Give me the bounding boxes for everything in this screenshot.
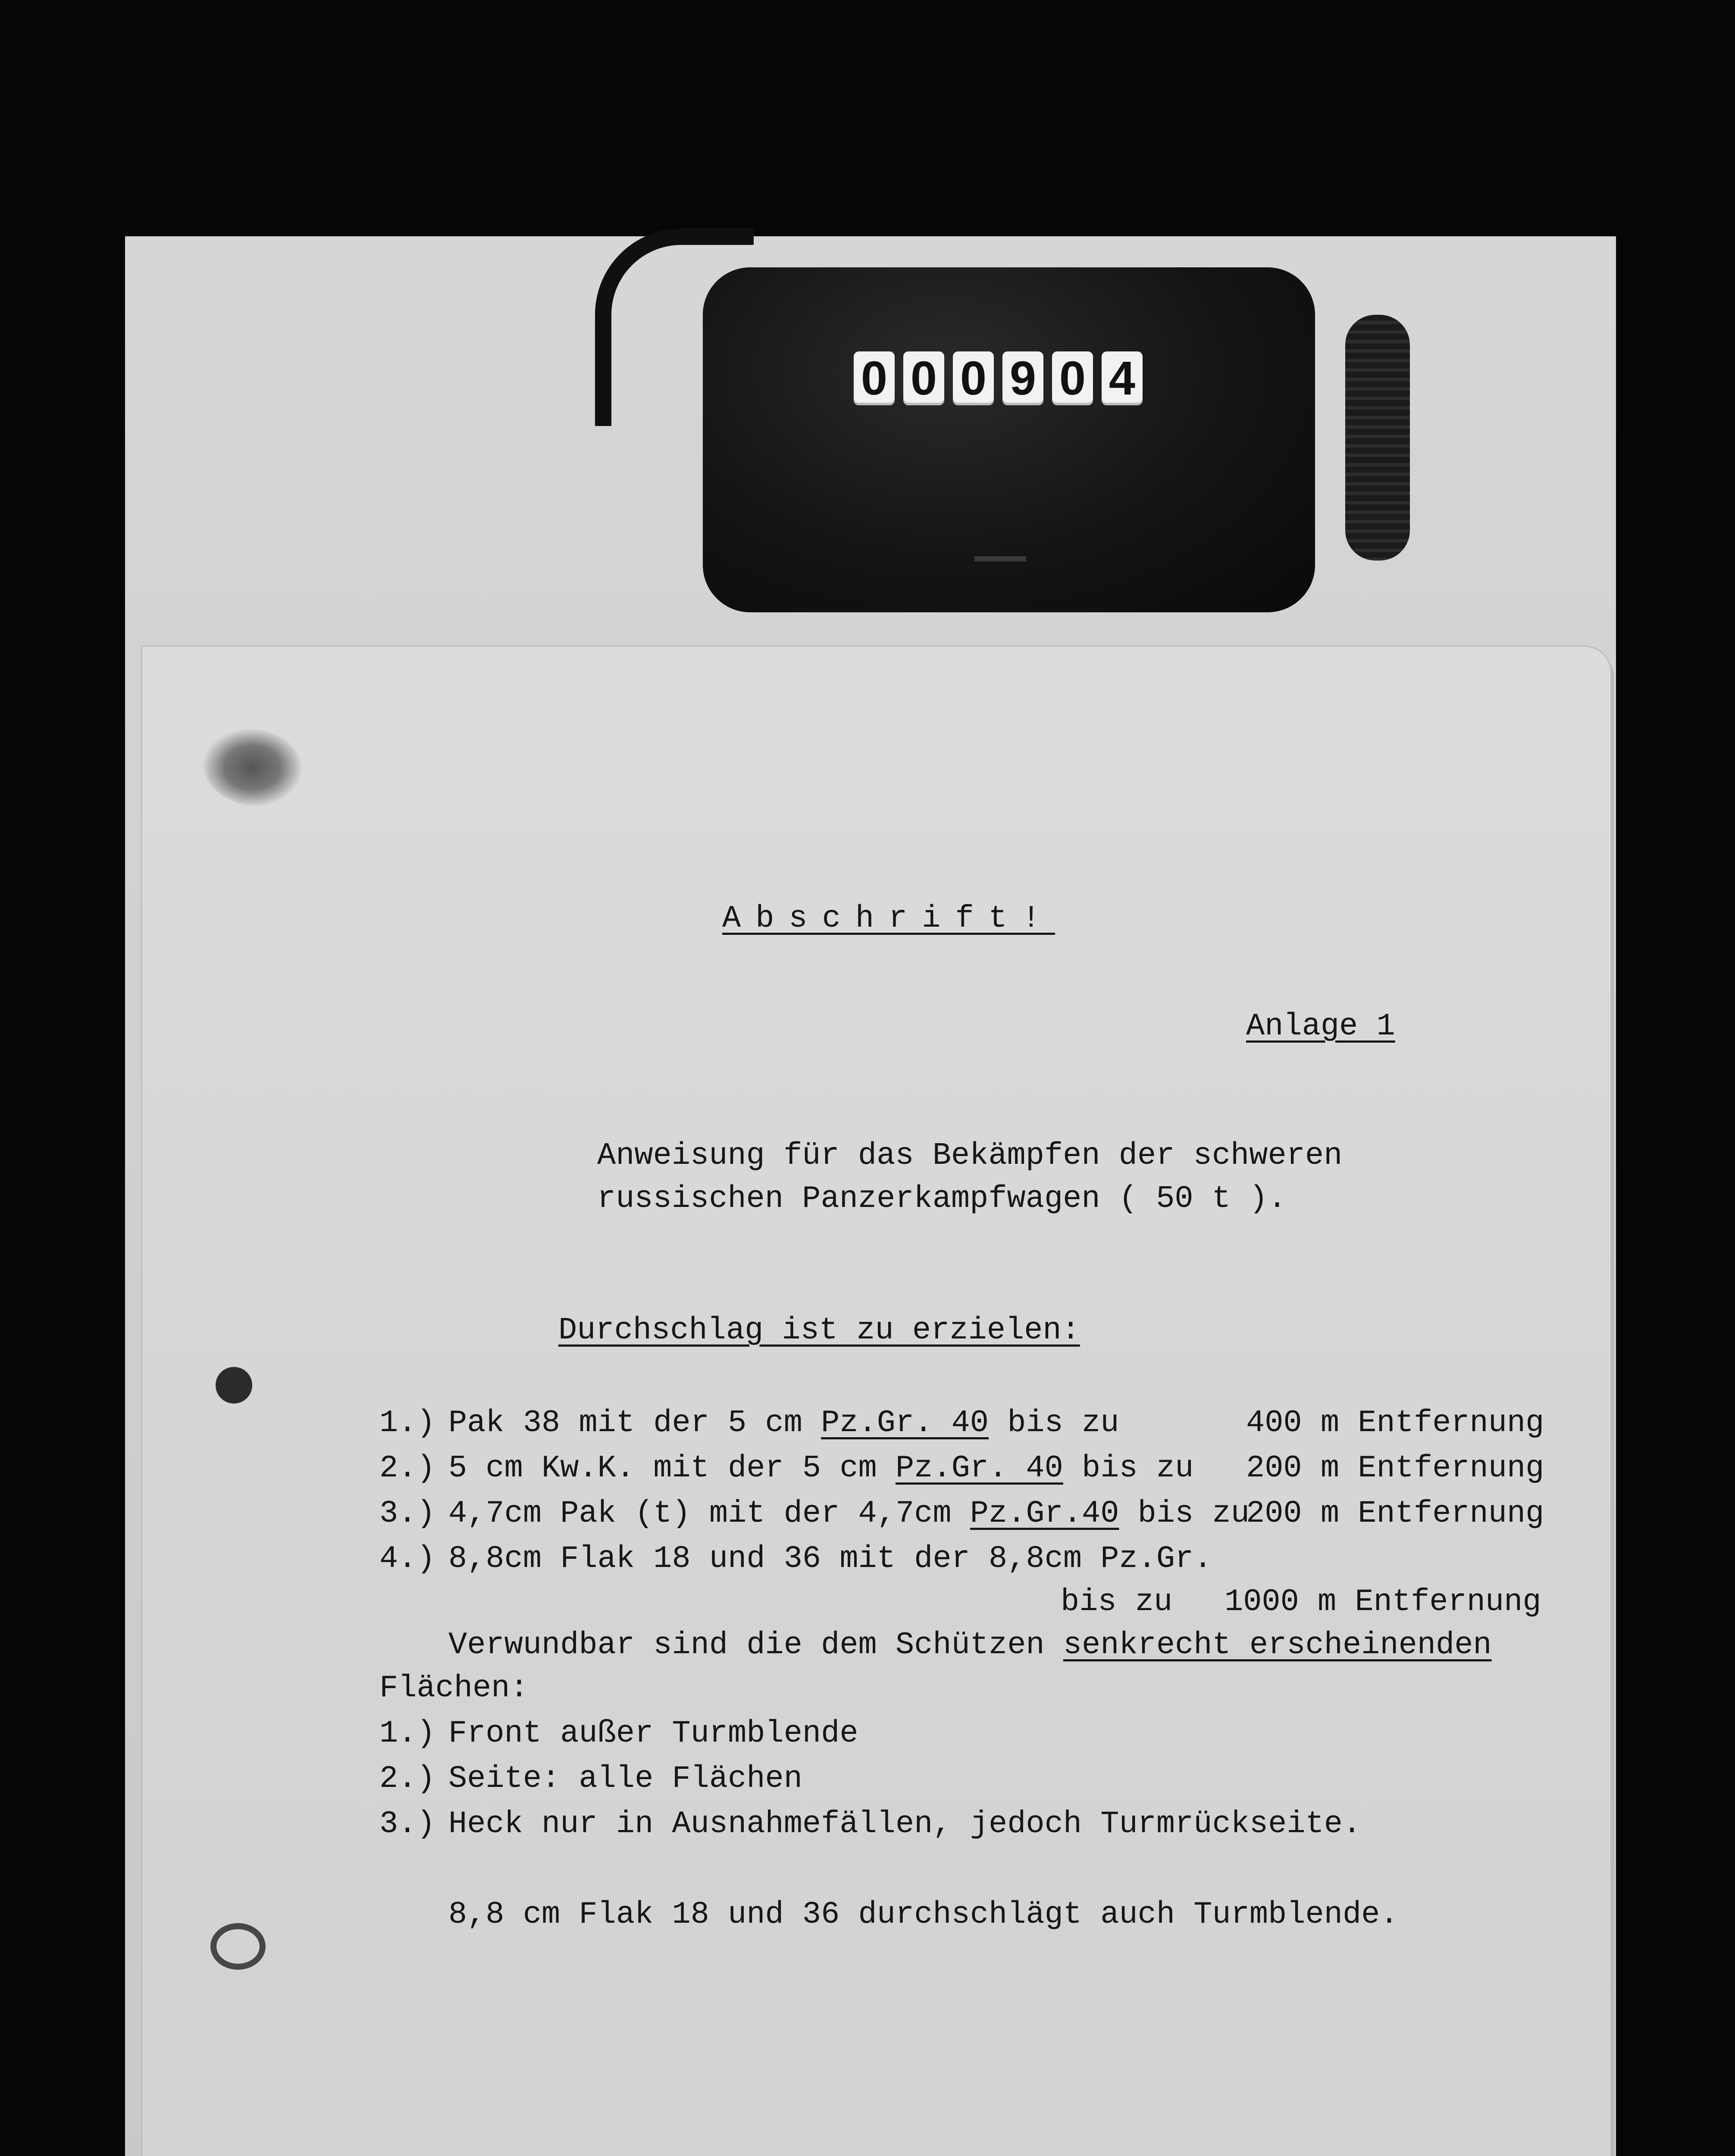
item-underlined: Pz.Gr.40 [970, 1496, 1119, 1531]
section-subheading: Durchschlag ist zu erzielen: [558, 1313, 1080, 1348]
paragraph-underlined: senkrecht erscheinenden [1063, 1627, 1492, 1663]
list-item-range: 400 m Entfernung [1246, 1405, 1544, 1441]
counter-knob [1345, 315, 1410, 561]
item-text: bis zu [1119, 1496, 1250, 1531]
item-text: 5 cm Kw.K. mit der 5 cm [448, 1451, 896, 1486]
vulnerable-paragraph-line-2: Flächen: [379, 1670, 529, 1706]
list-item-number: 3.) [379, 1496, 435, 1531]
punch-hole [216, 1367, 252, 1404]
frame-counter [595, 229, 1337, 634]
list-item-number: 2.) [379, 1451, 435, 1486]
list-item-text [448, 1404, 1119, 1442]
list-item-number: 2.) [379, 1761, 435, 1796]
list-item-range: 200 m Entfernung [1246, 1451, 1544, 1486]
counter-digit: 9 [1002, 351, 1043, 405]
punch-hole [210, 1923, 266, 1970]
item-text: bis zu [989, 1405, 1119, 1441]
counter-digit: 0 [1052, 351, 1093, 405]
list-item-text: Seite: alle Flächen [448, 1761, 802, 1796]
item-text: 4,7cm Pak (t) mit der 4,7cm [448, 1496, 970, 1531]
document-heading: Abschrift! [722, 901, 1055, 936]
annex-label: Anlage 1 [1246, 1009, 1395, 1044]
flak-note: 8,8 cm Flak 18 und 36 durchschlägt auch Turmblende. [448, 1897, 1399, 1932]
item-underlined: Pz.Gr. 40 [895, 1451, 1063, 1486]
list-item-number: 4.) [379, 1541, 435, 1576]
document-title-line-2: russischen Panzerkampfwagen ( 50 t ). [597, 1181, 1287, 1216]
list-item-number: 3.) [379, 1806, 435, 1842]
counter-digit: 4 [1102, 351, 1143, 405]
list-item-range: 200 m Entfernung [1246, 1496, 1544, 1531]
vulnerable-paragraph [448, 1626, 1492, 1664]
counter-slot [974, 556, 1026, 561]
counter-digit: 0 [953, 351, 994, 405]
paragraph-text: Verwundbar sind die dem Schützen [448, 1627, 1063, 1663]
list-item-number: 1.) [379, 1716, 435, 1751]
counter-digit: 0 [903, 351, 944, 405]
list-item-text [448, 1449, 1193, 1488]
item-text: Pak 38 mit der 5 cm [448, 1405, 821, 1441]
document-title-line-1: Anweisung für das Bekämpfen der schweren [597, 1138, 1343, 1173]
counter-digits [854, 351, 1143, 405]
list-item-text: Heck nur in Ausnahmefällen, jedoch Turmrückseite. [448, 1806, 1362, 1842]
item-text: bis zu [1063, 1451, 1194, 1486]
counter-digit: 0 [854, 351, 895, 405]
list-item-text: Front außer Turmblende [448, 1716, 858, 1751]
item-underlined: Pz.Gr. 40 [821, 1405, 989, 1441]
list-item-continuation: bis zu [1061, 1584, 1173, 1620]
list-item-range: 1000 m Entfernung [1225, 1584, 1541, 1620]
item-text: 8,8cm Flak 18 und 36 mit der 8,8cm Pz.Gr. [448, 1541, 1212, 1576]
list-item-text [448, 1494, 1250, 1533]
list-item-text [448, 1539, 1212, 1578]
list-item-number: 1.) [379, 1405, 435, 1441]
